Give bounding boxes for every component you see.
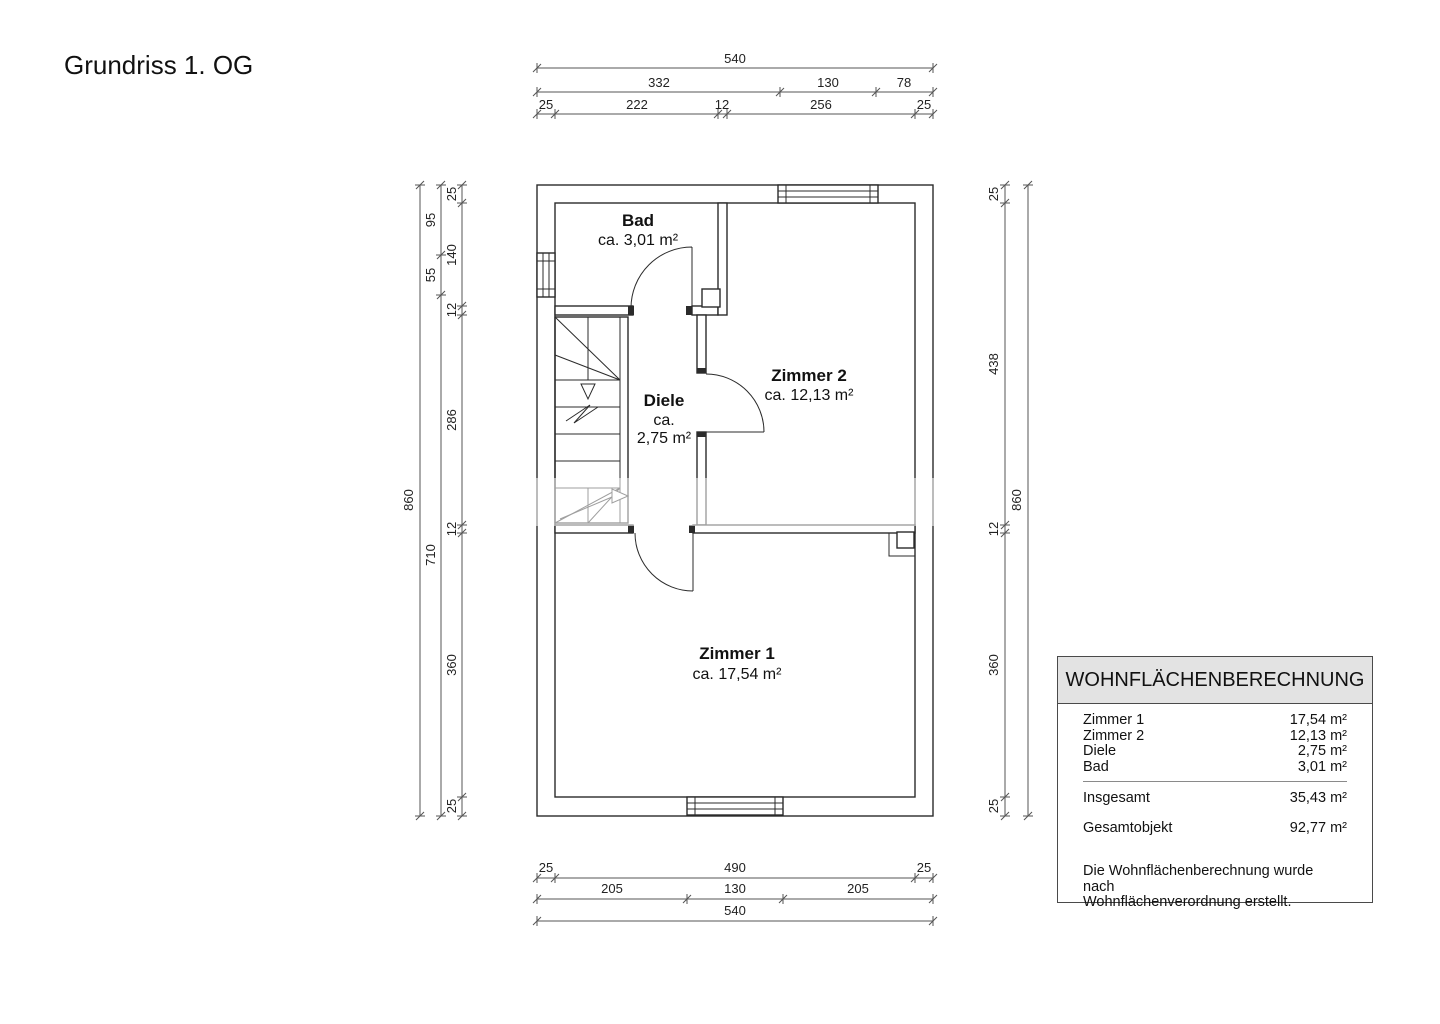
dim-label: 860 xyxy=(1009,489,1024,511)
window-bottom xyxy=(687,797,783,815)
dim-label: 25 xyxy=(444,798,459,814)
dim-label: 490 xyxy=(724,860,746,875)
table-row-total xyxy=(1083,791,1347,807)
table-divider xyxy=(1083,781,1347,782)
table-header: WOHNFLÄCHENBERECHNUNG xyxy=(1058,657,1372,704)
dim-label: 12 xyxy=(714,97,730,112)
door-zimmer2 xyxy=(706,374,764,432)
door-zimmer1 xyxy=(635,533,693,591)
room-area-zimmer2: ca. 12,13 m² xyxy=(764,387,854,404)
dimensions-top xyxy=(533,51,937,119)
dim-label: 540 xyxy=(724,903,746,918)
dim-label: 25 xyxy=(986,186,1001,202)
shaft-box xyxy=(897,532,914,548)
door-jamb xyxy=(628,525,634,533)
row-value: 3,01 m² xyxy=(1297,758,1347,775)
note-line: Wohnflächenverordnung erstellt. xyxy=(1083,894,1292,910)
room-label-bad: Bad xyxy=(621,211,655,230)
dim-label: 25 xyxy=(916,97,932,112)
dim-label: 25 xyxy=(538,97,554,112)
dim-label: 55 xyxy=(423,267,438,283)
dim-label: 78 xyxy=(896,75,912,90)
note-line: Die Wohnflächenberechnung wurde nach xyxy=(1083,863,1314,895)
dim-label: 25 xyxy=(916,860,932,875)
dim-label: 130 xyxy=(724,881,746,896)
watermark-fade xyxy=(415,478,1045,526)
row-value: 2,75 m² xyxy=(1297,743,1347,759)
dimensions-bottom xyxy=(533,860,937,926)
row-value: 92,77 m² xyxy=(1289,819,1347,836)
table-row xyxy=(1083,744,1347,760)
stair-arrow-down-icon xyxy=(581,384,595,399)
table-row xyxy=(1083,760,1347,776)
page-title: Grundriss 1. OG xyxy=(64,50,254,80)
row-label: Zimmer 1 xyxy=(1083,712,1145,728)
room-label-zimmer2: Zimmer 2 xyxy=(771,366,847,385)
row-label: Insgesamt xyxy=(1083,790,1150,806)
dim-label: 332 xyxy=(648,75,670,90)
dim-label: 205 xyxy=(847,881,869,896)
dim-label: 12 xyxy=(986,521,1001,537)
dim-label: 12 xyxy=(444,302,459,318)
dim-label: 710 xyxy=(423,544,438,566)
row-value: 17,54 m² xyxy=(1289,712,1347,728)
room-area-diele: 2,75 m² xyxy=(636,430,692,447)
dim-label: 12 xyxy=(444,521,459,537)
door-jamb xyxy=(697,432,706,437)
dim-label: 256 xyxy=(810,97,832,112)
dim-label: 286 xyxy=(444,409,459,431)
dim-label: 360 xyxy=(444,654,459,676)
room-area-bad: ca. 3,01 m² xyxy=(597,232,679,249)
table-note xyxy=(1083,864,1347,911)
table-row xyxy=(1083,713,1347,729)
door-jamb xyxy=(689,525,695,533)
row-label: Zimmer 2 xyxy=(1083,727,1145,744)
dim-label: 25 xyxy=(986,798,1001,814)
table-row-object-total xyxy=(1083,821,1347,837)
window-left xyxy=(537,253,555,297)
row-label: Bad xyxy=(1083,758,1109,775)
dim-label: 130 xyxy=(817,75,839,90)
stair-break-line xyxy=(566,405,598,423)
area-calculation-table xyxy=(1057,656,1373,910)
dim-label: 205 xyxy=(601,881,623,896)
dim-label: 360 xyxy=(986,654,1001,676)
dim-label: 438 xyxy=(986,353,1001,375)
dim-label: 95 xyxy=(423,212,438,228)
room-area-zimmer1: ca. 17,54 m² xyxy=(692,666,782,683)
row-value: 12,13 m² xyxy=(1289,727,1347,744)
dim-label: 860 xyxy=(401,489,416,511)
door-bad xyxy=(631,247,692,308)
dim-label: 25 xyxy=(538,860,554,875)
room-label-diele: Diele xyxy=(643,391,685,410)
shaft-box xyxy=(702,289,720,307)
row-value: 35,43 m² xyxy=(1289,790,1347,806)
dim-label: 540 xyxy=(724,51,746,66)
room-label-zimmer1: Zimmer 1 xyxy=(699,644,775,663)
row-label: Gesamtobjekt xyxy=(1083,819,1173,836)
room-area-diele-prefix: ca. xyxy=(653,412,675,429)
doors xyxy=(631,247,764,591)
dim-label: 140 xyxy=(444,244,459,266)
dim-label: 222 xyxy=(626,97,648,112)
door-jamb xyxy=(697,368,706,373)
table-row xyxy=(1083,729,1347,745)
window-top xyxy=(778,185,878,203)
row-label: Diele xyxy=(1083,743,1117,759)
dim-label: 25 xyxy=(444,186,459,202)
door-jamb xyxy=(686,306,692,315)
